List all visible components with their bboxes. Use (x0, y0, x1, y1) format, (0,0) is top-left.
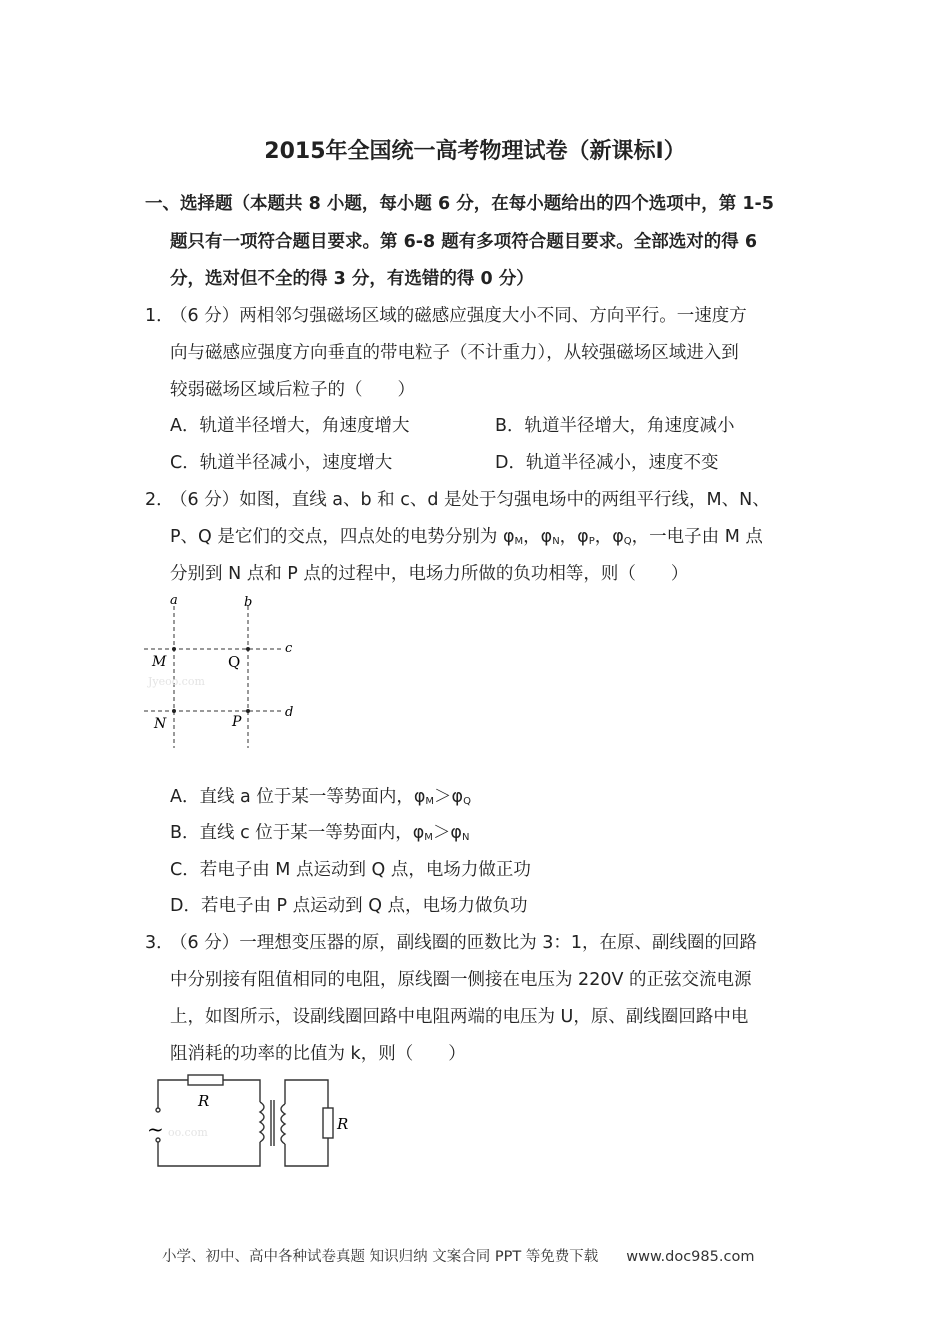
section-header-line1: 一、选择题（本题共 8 小题，每小题 6 分，在每小题给出的四个选项中，第 1-5 (145, 194, 774, 214)
label-n: N (154, 716, 167, 732)
page-footer (162, 1245, 754, 1266)
primary-coil (260, 1102, 264, 1142)
question-text-line1: （6 分）一理想变压器的原，副线圈的匝数比为 3：1，在原、副线圈的回路 (170, 933, 758, 953)
resistor-secondary (323, 1108, 333, 1138)
point-p (246, 709, 250, 713)
option-d: D．若电子由 P 点运动到 Q 点，电场力做负功 (170, 896, 528, 916)
question-text-line2: 中分别接有阻值相同的电阻，原线圈一侧接在电压为 220V 的正弦交流电源 (170, 970, 752, 990)
text-segment: ，一电子由 M 点 (631, 527, 763, 547)
point-n (172, 709, 176, 713)
subscript: N (552, 536, 560, 547)
text-segment: ，φ (594, 527, 624, 547)
question-text-line1: （6 分）如图，直线 a、b 和 c、d 是处于匀强电场中的两组平行线，M、N、 (170, 490, 770, 510)
footer-text: 小学、初中、高中各种试卷真题 知识归纳 文案合同 PPT 等免费下载 (162, 1249, 599, 1265)
page-title: 2015年全国统一高考物理试卷（新课标Ⅰ） (264, 139, 686, 164)
terminal-top (156, 1108, 160, 1112)
option-b (170, 819, 469, 844)
watermark: Jyeoo.com (148, 675, 205, 688)
primary-wire-top-left (158, 1080, 188, 1108)
question-text-line1: （6 分）两相邻匀强磁场区域的磁感应强度大小不同、方向平行。一速度方 (170, 306, 747, 326)
subscript: M (424, 832, 433, 843)
text-segment: A．直线 a 位于某一等势面内，φ (170, 787, 426, 807)
text-segment: P、Q 是它们的交点，四点处的电势分别为 φ (170, 527, 515, 547)
resistor-primary (188, 1075, 223, 1085)
subscript: M (425, 796, 435, 807)
label-p: P (232, 714, 242, 730)
secondary-wire-bottom (285, 1138, 328, 1166)
label-a: a (170, 593, 178, 608)
subscript: P (588, 536, 595, 547)
field-lines-figure (140, 588, 310, 753)
option-d: D．轨道半径减小，速度不变 (495, 453, 719, 473)
watermark: oo.com (168, 1126, 208, 1139)
question-number: 1． (145, 306, 174, 326)
primary-wire-bottom (158, 1142, 260, 1166)
question-text-line2 (170, 523, 763, 548)
ac-source-icon: ~ (147, 1117, 164, 1141)
subscript: M (514, 536, 524, 547)
option-b: B．轨道半径增大，角速度减小 (495, 416, 735, 436)
text-segment: ＞φ (434, 787, 464, 807)
section-header-line2: 题只有一项符合题目要求。第 6-8 题有多项符合题目要求。全部选对的得 6 (170, 232, 758, 252)
option-a (170, 783, 471, 808)
subscript: Q (463, 796, 471, 807)
option-a: A．轨道半径增大，角速度增大 (170, 416, 410, 436)
primary-wire-top-right (223, 1080, 260, 1102)
label-c: c (285, 641, 293, 656)
label-r2: R (337, 1115, 349, 1133)
label-q: Q (228, 653, 241, 671)
point-q (246, 647, 250, 651)
question-text-line3: 上，如图所示，设副线圈回路中电阻两端的电压为 U，原、副线圈回路中电 (170, 1007, 749, 1027)
secondary-coil (281, 1104, 285, 1144)
label-b: b (244, 595, 253, 610)
question-text-line4: 阻消耗的功率的比值为 k，则（ ） (170, 1044, 466, 1064)
option-c: C．若电子由 M 点运动到 Q 点，电场力做正功 (170, 860, 531, 880)
section-header-line3: 分，选对但不全的得 3 分，有选错的得 0 分） (170, 269, 534, 289)
subscript: N (461, 832, 470, 843)
option-c: C．轨道半径减小，速度增大 (170, 453, 393, 473)
question-text-line3: 分别到 N 点和 P 点的过程中，电场力所做的负功相等，则（ ） (170, 564, 689, 584)
point-m (172, 647, 176, 651)
footer-link[interactable]: www.doc985.com (626, 1249, 755, 1265)
question-number: 3． (145, 933, 174, 953)
label-d: d (285, 705, 294, 720)
question-text-line3: 较弱磁场区域后粒子的（ ） (170, 380, 415, 400)
secondary-wire-top (285, 1080, 328, 1108)
transformer-circuit-figure (140, 1070, 360, 1175)
text-segment: ＞φ (432, 823, 462, 843)
text-segment: ，φ (559, 527, 589, 547)
question-number: 2． (145, 490, 174, 510)
label-r1: R (198, 1092, 210, 1110)
text-segment: B．直线 c 位于某一等势面内，φ (170, 823, 425, 843)
text-segment: ，φ (523, 527, 553, 547)
label-m: M (152, 654, 167, 670)
question-text-line2: 向与磁感应强度方向垂直的带电粒子（不计重力），从较强磁场区域进入到 (170, 343, 739, 363)
subscript: Q (623, 536, 632, 547)
